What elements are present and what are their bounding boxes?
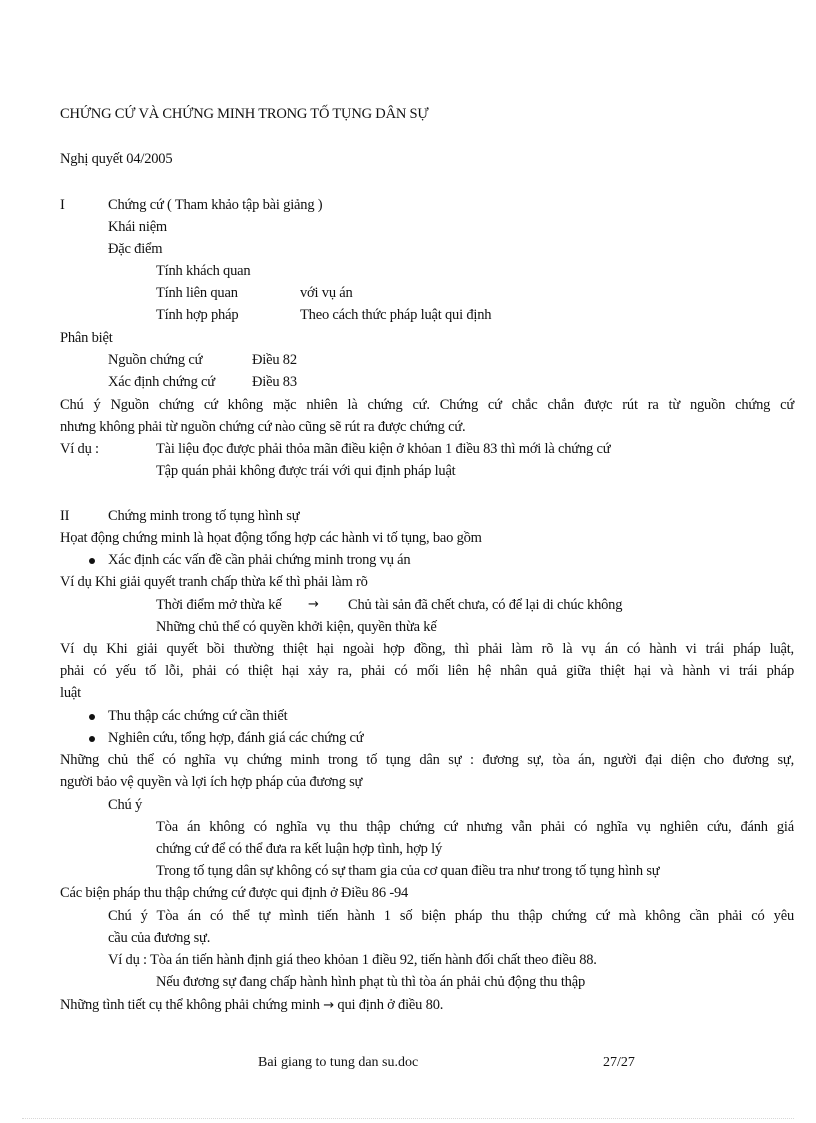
concept-label: Khái niệm [108,219,168,235]
note-3-line-1: Chú ý Tòa án có thể tự mình tiến hành 1 số biện pháp thu thập chứng cứ mà không cần phải có yêu [108,908,794,924]
example-2: Tập quán phải không được trái với qui định pháp luật [156,463,456,479]
no-proof-needed-ref: qui định ở điều 80. [337,997,444,1013]
page-bottom-divider [22,1118,794,1119]
section-2-heading: Chứng minh trong tố tụng hình sự [108,508,300,524]
bullet-dot [89,714,95,720]
bullet-dot [89,558,95,564]
no-proof-needed-text: Những tình tiết cụ thể không phải chứng minh [60,997,320,1013]
section-1-number: I [60,197,65,213]
note-2-item-1-line-2: chứng cứ để có thể đưa ra kết luận hợp tình, hợp lý [156,841,443,857]
evidence-source-article: Điều 82 [252,352,297,368]
features-label: Đặc điểm [108,241,163,257]
footer-filename: Bai giang to tung dan su.doc [258,1055,419,1070]
obligated-subjects-line-2: người bảo vệ quyền và lợi ích hợp pháp của đương sự [60,774,363,790]
example-damages-line-2: phải có yếu tố lỗi, phải có thiệt hại xảy ra, phải có mối liên hệ nhân quả giữa thiệt hại và hành vi trái pháp [60,663,794,679]
example-damages-line-3: luật [60,685,81,701]
bullet-item-1: Xác định các vấn đề cần phải chứng minh trong vụ án [108,552,411,568]
evidence-determination-article: Điều 83 [252,374,297,390]
evidence-source: Nguồn chứng cứ [108,352,203,368]
section-2-number: II [60,508,70,524]
evidence-determination: Xác định chứng cứ [108,374,215,390]
note-1-line-1: Chú ý Nguồn chứng cứ không mặc nhiên là chứng cứ. Chứng cứ chắc chắn được rút ra từ nguồn chứng cứ [60,397,794,413]
note-2-label: Chú ý [108,797,143,813]
footer-page-number: 27/27 [603,1055,635,1070]
doc-title: CHỨNG CỨ VÀ CHỨNG MINH TRONG TỐ TỤNG DÂN SỰ [60,106,429,122]
inheritance-parties: Những chủ thể có quyền khởi kiện, quyền thừa kế [156,619,437,635]
resolution-ref: Nghị quyết 04/2005 [60,151,173,167]
feature-relevance-note: với vụ án [300,285,353,301]
note-1-line-2: nhưng không phải từ nguồn chứng cứ nào cũng sẽ rút ra được chứng cứ. [60,419,466,435]
example-inheritance: Ví dụ Khi giải quyết tranh chấp thừa kế thì phải làm rõ [60,574,368,590]
distinguish-label: Phân biệt [60,330,113,346]
note-3-line-2: cầu của đương sự. [108,930,211,946]
proof-intro: Họat động chứng minh là họat động tổng hợp các hành vi tố tụng, bao gồm [60,530,482,546]
example-1: Tài liệu đọc được phải thỏa mãn điều kiện ở khỏan 1 điều 83 thì mới là chứng cứ [156,441,611,457]
bullet-item-3: Nghiên cứu, tổng hợp, đánh giá các chứng cứ [108,730,364,746]
feature-legality-note: Theo cách thức pháp luật qui định [300,307,492,323]
bullet-item-2: Thu thập các chứng cứ cần thiết [108,708,288,724]
section-1-heading: Chứng cứ ( Tham khảo tập bài giảng ) [108,197,323,213]
right-arrow-icon: → [323,998,334,1013]
feature-objective: Tính khách quan [156,263,251,279]
bullet-dot [89,736,95,742]
feature-relevance: Tính liên quan [156,285,238,301]
example-court-1: Ví dụ : Tòa án tiến hành định giá theo khỏan 1 điều 92, tiến hành đối chất theo điều 88. [108,952,597,968]
right-arrow-icon: → [308,597,319,612]
feature-legality: Tính hợp pháp [156,307,239,323]
example-label: Ví dụ : [60,441,99,457]
inheritance-time: Thời điểm mở thừa kế [156,597,282,613]
example-damages-line-1: Ví dụ Khi giải quyết bồi thường thiệt hại ngoài hợp đồng, thì phải làm rõ là vụ án có hành vi trái pháp luật, [60,641,794,657]
note-2-item-1-line-1: Tòa án không có nghĩa vụ thu thập chứng cứ nhưng vẫn phải có nghĩa vụ nghiên cứu, đánh giá [156,819,794,835]
collection-measures: Các biện pháp thu thập chứng cứ được qui định ở Điều 86 -94 [60,885,409,901]
note-2-item-2: Trong tố tụng dân sự không có sự tham gia của cơ quan điều tra như trong tố tụng hình sự [156,863,660,879]
obligated-subjects-line-1: Những chủ thể có nghĩa vụ chứng minh trong tố tụng dân sự : đương sự, tòa án, người đại diện cho đương sự, [60,752,794,768]
example-court-2: Nếu đương sự đang chấp hành hình phạt tù thì tòa án phải chủ động thu thập [156,974,586,990]
inheritance-question: Chủ tài sản đã chết chưa, có để lại di chúc không [348,597,623,613]
no-proof-needed [60,995,443,1016]
